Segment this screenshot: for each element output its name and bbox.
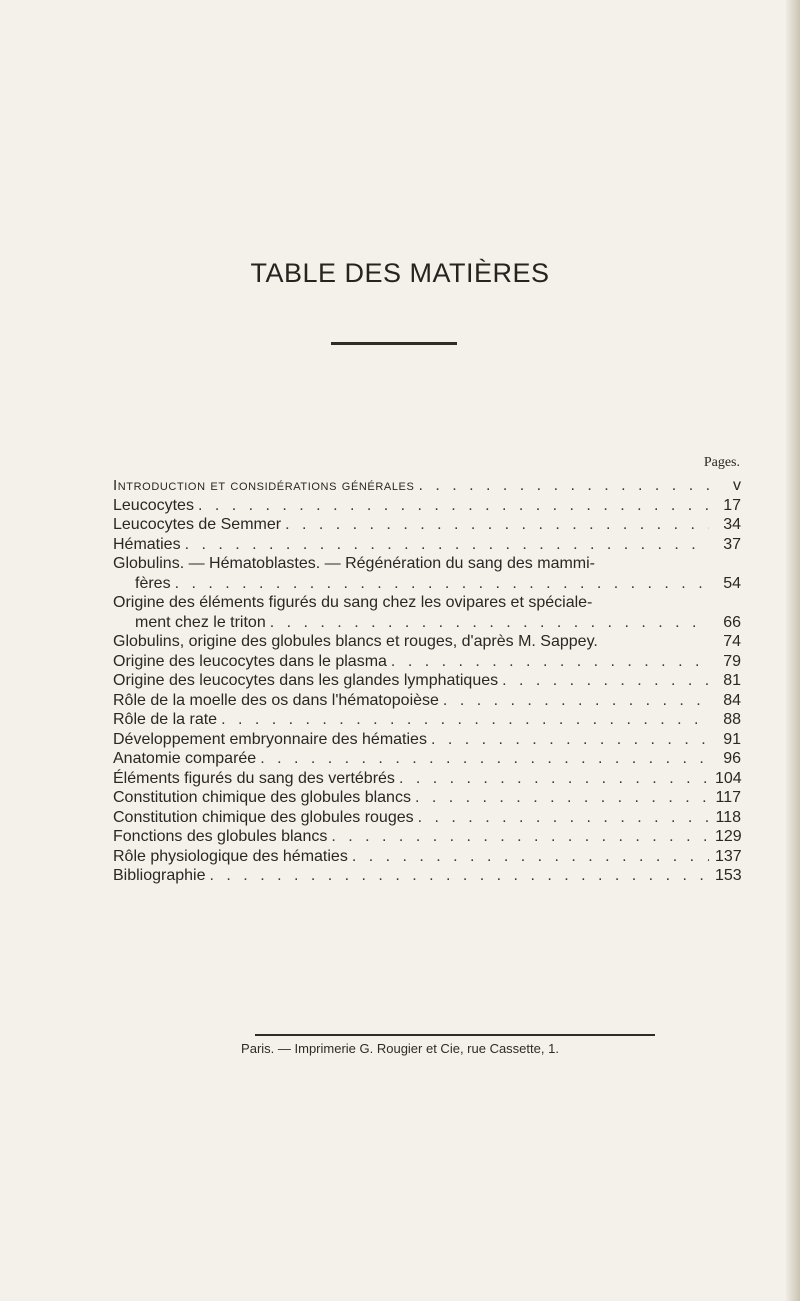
dot-leader [391,652,709,672]
toc-entry-label-continuation: ment chez le triton [135,613,266,631]
toc-entry-page: 74 [723,633,741,650]
toc-entry-label: Rôle de la moelle des os dans l'hématopoièse [113,691,439,709]
toc-entry-page: 79 [723,652,741,670]
dot-leader [418,808,709,828]
toc-entry-label-continuation: fères [135,574,171,592]
toc-entry-page: 84 [723,691,741,709]
toc-entry [113,710,741,730]
dot-leader [285,515,709,535]
dot-leader [502,671,709,691]
toc-entry [113,769,741,789]
toc-entry-page: 66 [723,613,741,631]
toc-entry-first-line [113,593,741,613]
toc-entry-page: 117 [715,789,741,806]
toc-entry [113,847,741,867]
page-edge-shadow [786,0,800,1301]
toc-entry [113,652,741,672]
toc-entry-page: 96 [723,750,741,767]
toc-entry-label: Développement embryonnaire des hématies [113,730,427,748]
toc-entry-page: 153 [715,867,742,884]
toc-entry-label: Constitution chimique des globules rouges [113,808,414,826]
table-of-contents [113,476,741,886]
dot-leader [352,847,709,867]
toc-entry [113,730,741,750]
toc-entry-page: 129 [715,828,742,845]
toc-entry [113,788,741,808]
dot-leader [270,613,709,633]
toc-entry-label: Globulins, origine des globules blancs et rouges, d'après M. Sappey. [113,633,598,650]
toc-entry-label: Origine des leucocytes dans les glandes lymphatiques [113,672,499,689]
toc-entry [113,827,741,847]
toc-entry-first-line [113,554,741,574]
toc-entry-label: Origine des leucocytes dans le plasma [113,652,387,670]
dot-leader [431,730,709,750]
dot-leader [175,574,709,594]
page-title: TABLE DES MATIÈRES [250,258,550,288]
toc-entry [113,535,741,555]
toc-entry-page: 54 [723,574,741,592]
toc-entry-label: Globulins. — Hématoblastes. — Régénération du sang des mammi- [113,555,595,572]
title-divider [331,342,457,345]
toc-entry-page: 88 [723,711,741,728]
dot-leader [260,749,709,769]
dot-leader [221,710,709,730]
dot-leader [443,691,709,711]
toc-entry-label: Leucocytes [113,496,194,514]
toc-entry-label: Anatomie comparée [113,750,257,767]
toc-entry-label: Rôle physiologique des hématies [113,847,348,865]
toc-entry [113,691,741,711]
dot-leader [415,788,709,808]
dot-leader [198,496,709,516]
toc-entry-continuation [113,613,741,633]
toc-entry-label: Origine des éléments figurés du sang chez les ovipares et spéciale- [113,594,593,611]
toc-entry-label: Rôle de la rate [113,711,218,728]
toc-entry-label: Leucocytes de Semmer [113,516,282,533]
toc-entry-label: Éléments figurés du sang des vertébrés [113,769,395,787]
toc-entry-page: 17 [723,496,741,514]
toc-entry [113,866,741,886]
toc-entry-continuation [113,574,741,594]
toc-entry-page: 104 [715,769,742,787]
dot-leader [331,827,709,847]
toc-entry-page: 81 [723,672,741,689]
dot-leader [185,535,709,555]
toc-entry [113,496,741,516]
dot-leader [418,476,709,496]
toc-entry-introduction [113,476,741,496]
toc-entry-label: Fonctions des globules blancs [113,828,328,845]
footer-divider [255,1034,655,1036]
dot-leader [399,769,709,789]
toc-entry-page: v [733,477,741,494]
toc-entry-label: Constitution chimique des globules blancs [113,789,411,806]
toc-entry [113,808,741,828]
toc-entry [113,632,741,652]
toc-entry [113,749,741,769]
toc-entry-page: 91 [723,730,741,748]
pages-column-heading: Pages. [703,455,740,470]
toc-entry-page: 137 [715,847,742,865]
toc-entry-page: 118 [715,808,741,826]
dot-leader [210,866,709,886]
toc-entry [113,515,741,535]
toc-entry-label: Bibliographie [113,867,206,884]
toc-entry-page: 34 [723,516,741,533]
toc-entry-label: Hématies [113,535,181,553]
toc-entry [113,671,741,691]
printer-imprint: Paris. — Imprimerie G. Rougier et Cie, rue Cassette, 1. [241,1041,559,1056]
toc-entry-label: Introduction et considérations générales [113,477,415,494]
toc-entry-page: 37 [723,535,741,553]
